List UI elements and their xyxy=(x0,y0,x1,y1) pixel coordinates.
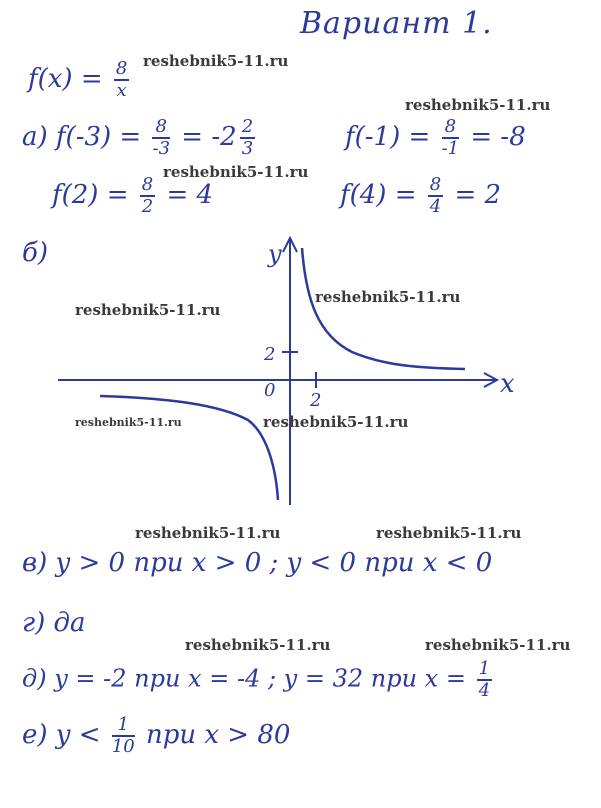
f-2-num: 8 xyxy=(141,174,154,195)
part-d-line xyxy=(22,660,495,700)
f-minus3-num: 8 xyxy=(152,118,170,139)
f-4-den: 4 xyxy=(429,196,442,217)
part-e-num: 1 xyxy=(112,716,135,737)
part-a-label: а) xyxy=(22,122,48,152)
page-title: Вариант 1. xyxy=(300,6,493,41)
f-minus3-mid: = -2 xyxy=(181,122,237,152)
part-e-text: е) y < xyxy=(22,720,101,750)
f-2-den: 2 xyxy=(141,196,154,217)
watermark: reshebnik5-11.ru xyxy=(163,163,309,181)
part-g-line: г) да xyxy=(22,608,86,638)
watermark: reshebnik5-11.ru xyxy=(185,636,331,654)
f-4-tail: = 2 xyxy=(454,180,502,210)
part-d-text: д) y = -2 при x = -4 ; y = 32 при x = xyxy=(22,664,466,693)
f-minus3-lhs: f(-3) = xyxy=(55,122,142,152)
function-numerator: 8 xyxy=(115,58,128,79)
f-minus3-den: -3 xyxy=(152,138,171,159)
part-e-tail: при x > 80 xyxy=(145,720,291,750)
part-d-num: 1 xyxy=(478,658,491,679)
f-4-num: 8 xyxy=(429,174,442,195)
watermark: reshebnik5-11.ru xyxy=(315,288,461,306)
f-2-tail: = 4 xyxy=(166,180,214,210)
f-minus3-mixed-num: 2 xyxy=(241,116,254,137)
watermark: reshebnik5-11.ru xyxy=(135,524,281,542)
origin-label: 0 xyxy=(264,380,276,401)
function-lhs: f(x) = xyxy=(28,64,103,94)
function-denominator: x xyxy=(116,80,127,101)
f-minus3-mixed-den: 3 xyxy=(241,138,254,159)
watermark: reshebnik5-11.ru xyxy=(425,636,571,654)
watermark: reshebnik5-11.ru xyxy=(143,52,289,70)
y-axis-label: y xyxy=(268,240,282,268)
watermark: reshebnik5-11.ru xyxy=(75,301,221,319)
part-b-label: б) xyxy=(22,238,49,268)
watermark: reshebnik5-11.ru xyxy=(405,96,551,114)
hyperbola-branch-left xyxy=(100,396,278,500)
f-minus1-tail: = -8 xyxy=(470,122,526,152)
x-axis-label: x xyxy=(500,369,515,399)
f-4-lhs: f(4) = xyxy=(340,180,417,210)
watermark: reshebnik5-11.ru xyxy=(376,524,522,542)
watermark: reshebnik5-11.ru xyxy=(263,413,409,431)
f-2-lhs: f(2) = xyxy=(52,180,129,210)
y-tick-2-label: 2 xyxy=(264,344,276,365)
f-minus1-num: 8 xyxy=(442,118,460,139)
part-v-line: в) y > 0 при x > 0 ; y < 0 при x < 0 xyxy=(22,548,493,578)
part-d-den: 4 xyxy=(478,680,491,701)
watermark: reshebnik5-11.ru xyxy=(75,416,182,429)
x-tick-2-label: 2 xyxy=(310,390,322,411)
f-minus1-lhs: f(-1) = xyxy=(345,122,431,152)
part-e-line xyxy=(22,716,290,756)
part-e-den: 10 xyxy=(111,736,135,757)
f-minus1-den: -1 xyxy=(441,138,460,159)
hyperbola-branch-right xyxy=(302,248,465,369)
